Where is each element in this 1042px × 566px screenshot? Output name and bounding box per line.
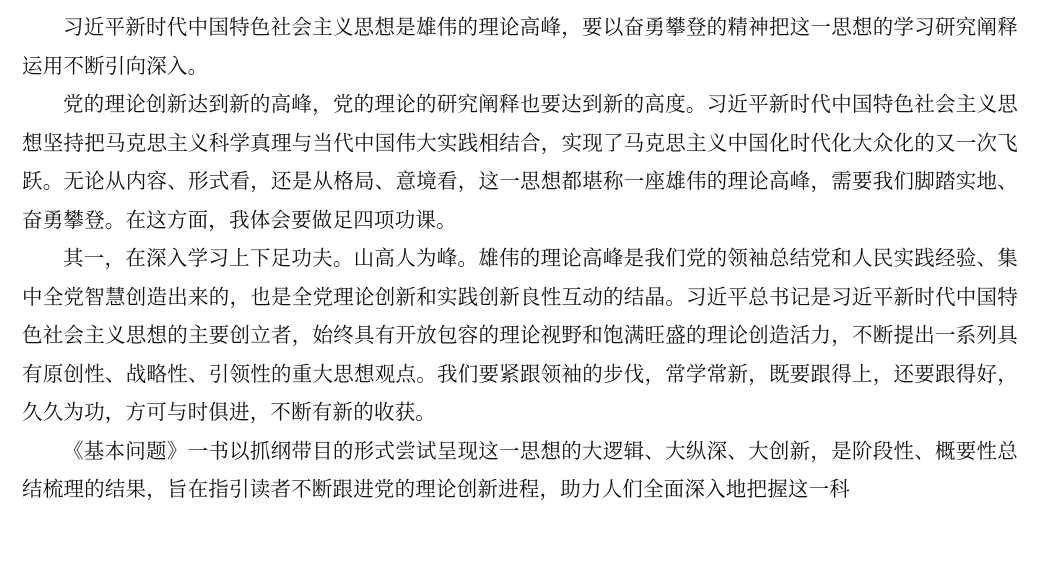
paragraph-1: 习近平新时代中国特色社会主义思想是雄伟的理论高峰，要以奋勇攀登的精神把这一思想的学习研究阐释运用不断引向深入。 — [22, 15, 1018, 78]
paragraph-4: 《基本问题》一书以抓纲带目的形式尝试呈现这一思想的大逻辑、大纵深、大创新，是阶段性、概要性总结梳理的结果，旨在指引读者不断跟进党的理论创新进程，助力人们全面深入地把握这一科 — [22, 438, 1018, 501]
document-body — [22, 8, 1018, 509]
paragraph-3: 其一，在深入学习上下足功夫。山高人为峰。雄伟的理论高峰是我们党的领袖总结党和人民实践经验、集中全党智慧创造出来的，也是全党理论创新和实践创新良性互动的结晶。习近平总书记是习近平新时代中国特色社会主义思想的主要创立者，始终具有开放包容的理论视野和饱满旺盛的理论创造活力，不断提出一系列具有原创性、战略性、引领性的重大思想观点。我们要紧跟领袖的步伐，常学常新，既要跟得上，还要跟得好，久久为功，方可与时俱进，不断有新的收获。 — [22, 246, 1018, 424]
paragraph-2: 党的理论创新达到新的高峰，党的理论的研究阐释也要达到新的高度。习近平新时代中国特色社会主义思想坚持把马克思主义科学真理与当代中国伟大实践相结合，实现了马克思主义中国化时代化大众化的又一次飞跃。无论从内容、形式看，还是从格局、意境看，这一思想都堪称一座雄伟的理论高峰，需要我们脚踏实地、奋勇攀登。在这方面，我体会要做足四项功课。 — [22, 92, 1018, 232]
